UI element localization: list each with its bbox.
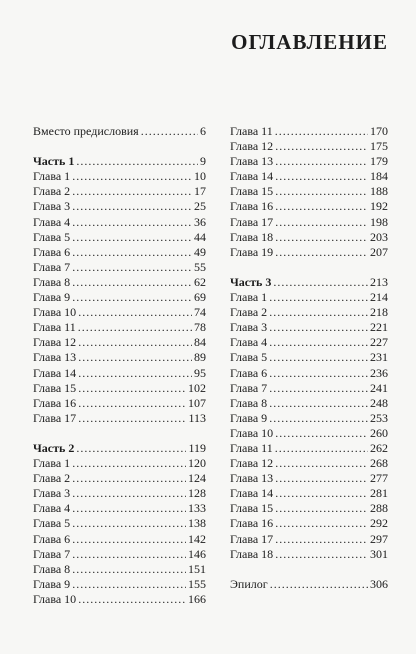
toc-entry-label: Глава 4 [33,214,71,229]
toc-entry-label: Глава 11 [33,320,76,335]
toc-entry [33,486,206,501]
toc-entry [230,154,388,169]
toc-entry [33,562,206,577]
dot-leader [72,275,192,290]
dot-leader [269,335,368,350]
toc-entry [230,199,388,214]
toc-entry [33,366,206,381]
toc-page-number: 292 [370,516,388,531]
toc-entry [230,215,388,230]
toc-entry-label: Глава 11 [230,124,273,138]
dot-leader [269,396,368,411]
toc-entry-label: Глава 15 [33,380,77,395]
toc-entry [230,547,388,562]
toc-page-number: 301 [370,546,388,561]
toc-entry-label: Эпилог [230,576,268,591]
toc-entry-label: Вместо предисловия [33,124,139,138]
toc-entry [33,169,206,184]
toc-page-number: 89 [194,350,206,365]
toc-part-entry [230,275,388,290]
toc-entry-label: Глава 9 [230,410,268,425]
dot-leader [275,456,368,471]
toc-entry [33,335,206,350]
toc-entry [33,275,206,290]
toc-entry [33,124,206,139]
dot-leader [72,230,192,245]
toc-entry [230,169,388,184]
toc-page-number: 6 [200,124,206,138]
toc-page-number: 236 [370,365,388,380]
toc-entry [33,592,206,607]
toc-page-number: 36 [194,214,206,229]
toc-entry [230,577,388,592]
toc-entry-label: Глава 17 [230,214,274,229]
toc-entry-label: Глава 7 [33,546,71,561]
toc-entry-label: Глава 10 [230,425,274,440]
dot-leader [273,275,368,290]
toc-left-column [33,124,206,607]
page-title: ОГЛАВЛЕНИЕ [231,30,388,54]
toc-page-number: 268 [370,456,388,471]
dot-leader [72,471,186,486]
dot-leader [72,562,186,577]
toc-entry-label: Глава 2 [33,471,71,486]
toc-entry [33,245,206,260]
dot-leader [72,215,192,230]
dot-leader [275,215,368,230]
toc-entry [33,230,206,245]
toc-page-number: 213 [370,274,388,289]
toc-entry [33,577,206,592]
dot-leader [72,456,186,471]
toc-page-number: 241 [370,380,388,395]
toc-page-number: 124 [188,471,206,486]
toc-entry-label: Глава 18 [230,229,274,244]
toc-page-number: 17 [194,184,206,199]
toc-page-number: 281 [370,486,388,501]
toc-page-number: 9 [200,154,206,169]
toc-page-number: 248 [370,395,388,410]
toc-entry [33,516,206,531]
toc-entry [33,290,206,305]
dot-leader [78,350,192,365]
toc-page-number: 142 [188,531,206,546]
toc-page-number: 55 [194,259,206,274]
dot-leader [275,169,368,184]
toc-page-number: 203 [370,229,388,244]
toc-entry [230,350,388,365]
toc-page-number: 198 [370,214,388,229]
toc-entry [230,245,388,260]
dot-leader [78,335,192,350]
toc-page-number: 231 [370,350,388,365]
toc-entry-label: Глава 3 [230,320,268,335]
toc-entry [33,456,206,471]
toc-entry-label: Глава 6 [230,365,268,380]
toc-entry [230,305,388,320]
toc-entry-label: Глава 11 [230,440,273,455]
toc-entry [230,532,388,547]
toc-page-number: 133 [188,501,206,516]
toc-page-number: 44 [194,229,206,244]
toc-entry-label: Глава 1 [33,169,71,184]
toc-page-number: 119 [188,440,206,455]
toc-entry-label: Глава 3 [33,486,71,501]
toc-right-column [230,124,388,592]
toc-part-entry [33,441,206,456]
toc-page-number: 95 [194,365,206,380]
toc-entry-label: Глава 10 [33,305,77,320]
dot-leader [78,320,192,335]
toc-entry [33,320,206,335]
toc-page-number: 10 [194,169,206,184]
dot-leader [275,516,368,531]
toc-entry-label: Глава 2 [33,184,71,199]
toc-entry-label: Глава 5 [230,350,268,365]
toc-page-number: 288 [370,501,388,516]
toc-entry-label: Часть 3 [230,274,272,289]
toc-entry [33,381,206,396]
toc-page-number: 214 [370,290,388,305]
toc-entry [230,501,388,516]
dot-leader [269,290,368,305]
toc-entry [230,366,388,381]
toc-entry [33,350,206,365]
toc-entry [33,305,206,320]
toc-entry [230,411,388,426]
toc-entry-label: Глава 8 [230,395,268,410]
toc-entry-label: Глава 12 [230,456,274,471]
toc-spacer [230,260,388,275]
toc-entry-label: Глава 10 [33,591,77,606]
toc-entry-label: Глава 16 [230,516,274,531]
toc-entry [230,471,388,486]
toc-page-number: 188 [370,184,388,199]
dot-leader [72,169,192,184]
toc-entry-label: Глава 2 [230,305,268,320]
toc-entry-label: Глава 6 [33,531,71,546]
dot-leader [269,320,368,335]
toc-entry-label: Глава 17 [230,531,274,546]
toc-entry-label: Часть 1 [33,154,75,169]
dot-leader [275,486,368,501]
toc-page-number: 69 [194,290,206,305]
toc-entry-label: Глава 14 [230,486,274,501]
dot-leader [72,184,192,199]
toc-page-number: 175 [370,139,388,154]
dot-leader [275,532,368,547]
dot-leader [275,426,368,441]
dot-leader [275,154,368,169]
dot-leader [269,366,368,381]
toc-entry [33,547,206,562]
toc-page-number: 120 [188,456,206,471]
toc-page-number: 84 [194,335,206,350]
dot-leader [78,396,186,411]
toc-entry-label: Глава 4 [230,335,268,350]
toc-page-number: 151 [188,561,206,576]
toc-entry-label: Глава 14 [230,169,274,184]
toc-entry-label: Глава 19 [230,244,274,259]
dot-leader [275,501,368,516]
toc-page-number: 221 [370,320,388,335]
toc-entry-label: Глава 17 [33,410,77,425]
dot-leader [275,547,368,562]
toc-entry-label: Глава 13 [230,471,274,486]
toc-page-number: 179 [370,154,388,169]
toc-entry-label: Глава 6 [33,244,71,259]
toc-entry [33,471,206,486]
dot-leader [72,260,192,275]
dot-leader [78,592,186,607]
toc-entry [230,139,388,154]
dot-leader [78,411,186,426]
toc-entry [230,184,388,199]
toc-page-number: 262 [370,440,388,455]
toc-page-number: 184 [370,169,388,184]
toc-entry [230,290,388,305]
toc-entry [230,320,388,335]
toc-page-number: 78 [194,320,206,335]
toc-entry-label: Глава 1 [33,456,71,471]
toc-page-number: 218 [370,305,388,320]
dot-leader [72,577,186,592]
toc-entry-label: Глава 8 [33,274,71,289]
toc-entry [230,456,388,471]
toc-page-number: 166 [188,591,206,606]
toc-spacer [33,426,206,441]
dot-leader [269,381,368,396]
toc-page-number: 49 [194,244,206,259]
toc-page-number: 277 [370,471,388,486]
toc-page-number: 170 [370,124,388,138]
toc-entry-label: Глава 1 [230,290,268,305]
toc-entry-label: Глава 9 [33,576,71,591]
toc-entry [33,532,206,547]
toc-entry-label: Глава 12 [230,139,274,154]
toc-page-number: 207 [370,244,388,259]
toc-page-number: 102 [188,380,206,395]
toc-page-number: 107 [188,395,206,410]
toc-entry-label: Глава 7 [230,380,268,395]
toc-entry-label: Глава 15 [230,184,274,199]
toc-entry [33,396,206,411]
dot-leader [78,366,192,381]
toc-page-number: 25 [194,199,206,214]
toc-entry-label: Глава 5 [33,516,71,531]
toc-entry-label: Глава 13 [33,350,77,365]
dot-leader [141,124,198,139]
dot-leader [72,199,192,214]
toc-spacer [230,562,388,577]
toc-entry [230,516,388,531]
toc-page-number: 146 [188,546,206,561]
toc-entry [230,230,388,245]
toc-entry-label: Глава 8 [33,561,71,576]
toc-spacer [33,139,206,154]
toc-entry-label: Глава 18 [230,546,274,561]
dot-leader [270,577,368,592]
dot-leader [275,471,368,486]
dot-leader [76,441,186,456]
toc-entry [33,411,206,426]
toc-page-number: 74 [194,305,206,320]
toc-entry [230,124,388,139]
dot-leader [78,381,186,396]
toc-entry [230,441,388,456]
toc-page-number: 155 [188,576,206,591]
toc-page-number: 62 [194,274,206,289]
dot-leader [275,441,368,456]
dot-leader [78,305,192,320]
toc-entry [230,381,388,396]
toc-entry [230,486,388,501]
toc-entry [230,426,388,441]
toc-entry [33,215,206,230]
dot-leader [269,411,368,426]
toc-page-number: 297 [370,531,388,546]
toc-page-number: 306 [370,576,388,591]
dot-leader [72,245,192,260]
dot-leader [72,290,192,305]
dot-leader [275,184,368,199]
dot-leader [275,245,368,260]
dot-leader [72,486,186,501]
toc-entry-label: Глава 15 [230,501,274,516]
toc-entry-label: Глава 16 [33,395,77,410]
toc-entry-label: Глава 5 [33,229,71,244]
toc-part-entry [33,154,206,169]
toc-entry [33,260,206,275]
dot-leader [72,516,186,531]
dot-leader [72,501,186,516]
dot-leader [275,199,368,214]
toc-page-number: 113 [188,410,206,425]
toc-entry [33,199,206,214]
toc-page-number: 138 [188,516,206,531]
toc-entry [33,501,206,516]
toc-entry-label: Часть 2 [33,440,75,455]
toc-page-number: 253 [370,410,388,425]
dot-leader [76,154,198,169]
toc-entry [230,335,388,350]
toc-entry-label: Глава 4 [33,501,71,516]
dot-leader [275,230,368,245]
dot-leader [269,350,368,365]
toc-page-number: 128 [188,486,206,501]
toc-entry-label: Глава 3 [33,199,71,214]
dot-leader [72,547,186,562]
toc-entry-label: Глава 7 [33,259,71,274]
toc-entry-label: Глава 12 [33,335,77,350]
toc-page-number: 260 [370,425,388,440]
dot-leader [275,124,368,139]
dot-leader [269,305,368,320]
toc-entry-label: Глава 16 [230,199,274,214]
toc-page-number: 192 [370,199,388,214]
toc-page-number: 227 [370,335,388,350]
dot-leader [72,532,186,547]
toc-entry-label: Глава 14 [33,365,77,380]
toc-entry [230,396,388,411]
toc-entry [33,184,206,199]
dot-leader [275,139,368,154]
toc-entry-label: Глава 13 [230,154,274,169]
toc-entry-label: Глава 9 [33,290,71,305]
